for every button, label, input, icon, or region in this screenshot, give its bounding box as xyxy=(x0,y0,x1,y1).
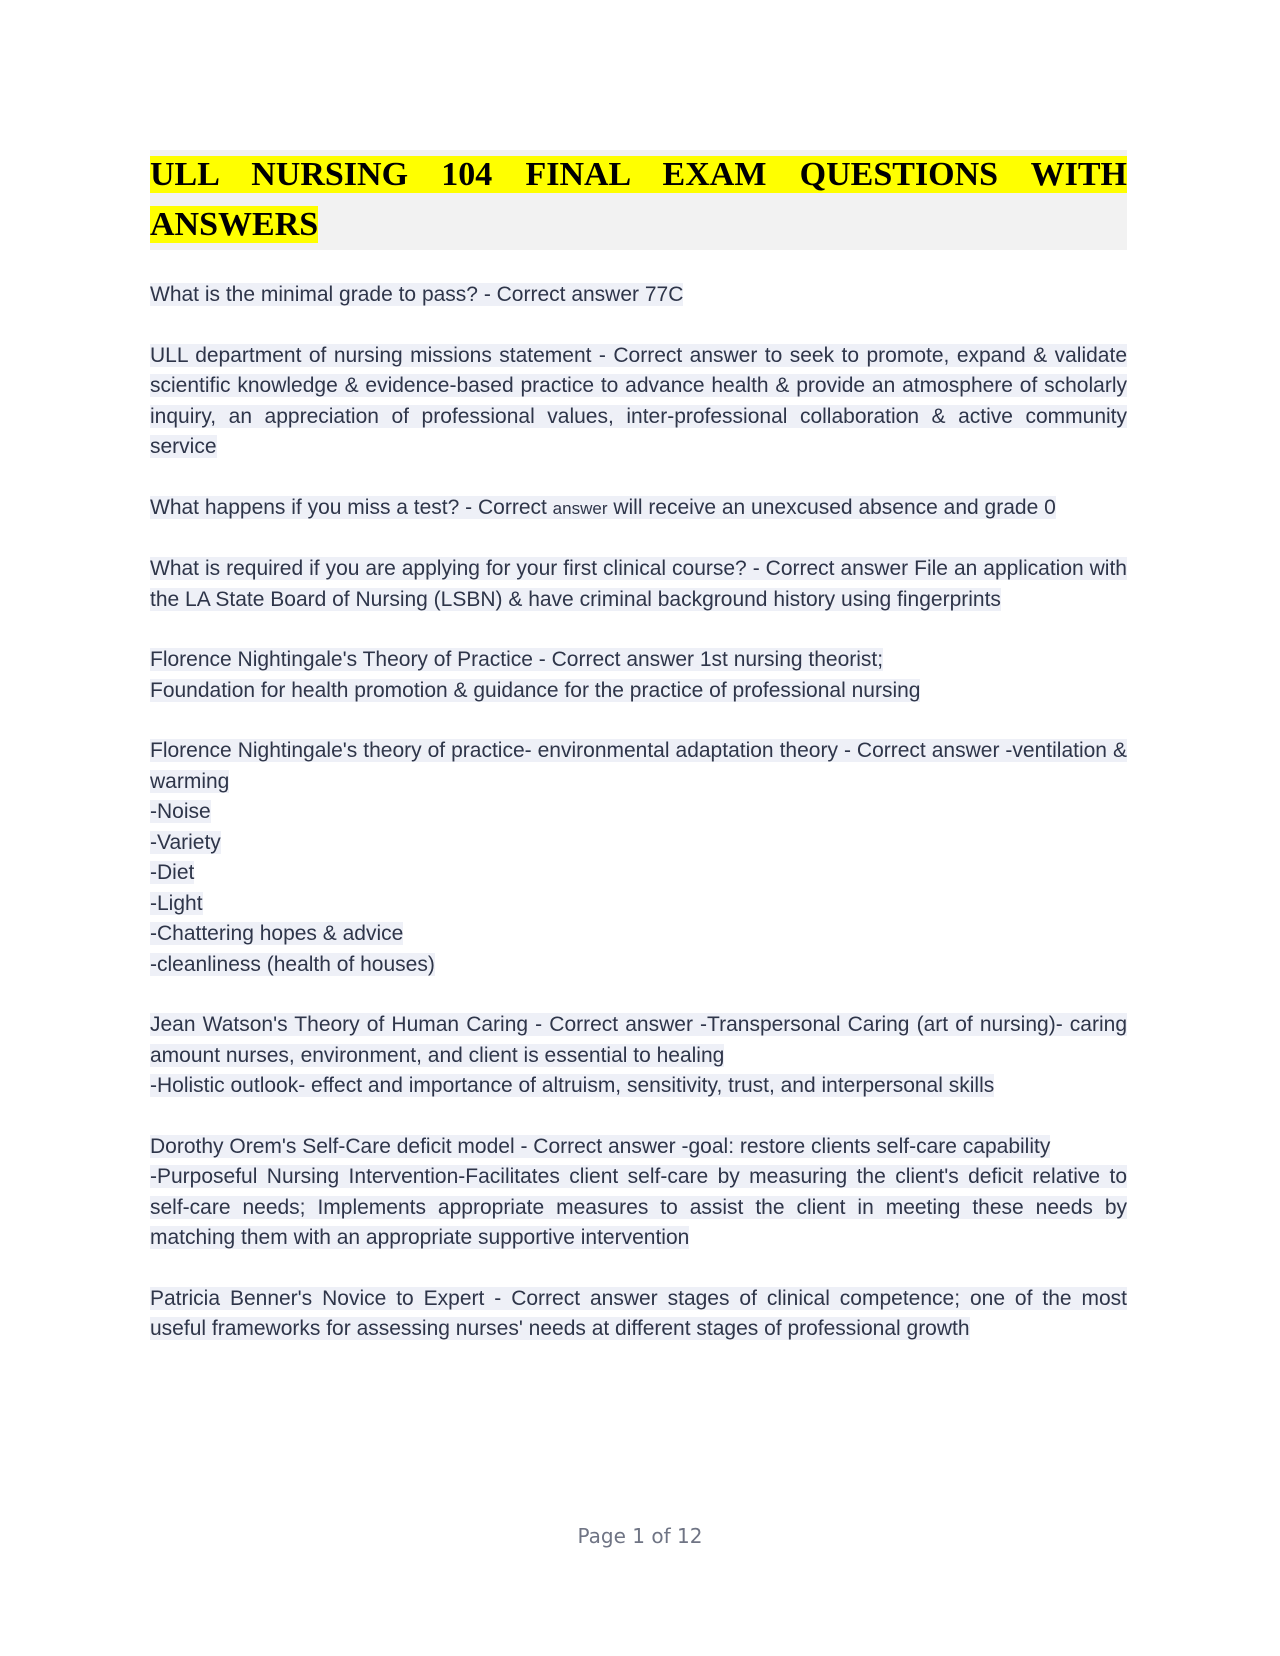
qa-line xyxy=(150,1010,1127,1071)
qa-text: Patricia Benner's Novice to Expert - Correct answer stages of clinical competence; one of the most useful frameworks for assessing nurses' needs at different stages of professional growth xyxy=(150,1286,1127,1340)
document-title xyxy=(150,150,1127,250)
qa-line xyxy=(150,1132,1127,1163)
qa-line xyxy=(150,280,1127,311)
qa-text: What is the minimal grade to pass? - Correct answer 77C xyxy=(150,283,684,306)
qa-list-item xyxy=(150,797,1127,828)
qa-entry-3 xyxy=(150,493,1127,525)
qa-text: -Holistic outlook- effect and importance of altruism, sensitivity, trust, and interpersonal skills xyxy=(150,1074,995,1097)
qa-entry-7 xyxy=(150,1010,1127,1102)
document-title-text: ULL NURSING 104 FINAL EXAM QUESTIONS WITH ANSWERS xyxy=(150,156,1127,243)
qa-line xyxy=(150,1071,1127,1102)
qa-text: What is required if you are applying for your first clinical course? - Correct answer File an application with the LA State Board of Nursing (LSBN) & have criminal background history using fingerprints xyxy=(150,557,1127,611)
qa-line xyxy=(150,1284,1127,1345)
qa-text: -Chattering hopes & advice xyxy=(150,922,404,945)
qa-list-item xyxy=(150,950,1127,981)
qa-line xyxy=(150,493,1127,525)
qa-text: -Light xyxy=(150,891,203,915)
qa-line xyxy=(150,1162,1127,1254)
qa-text: Florence Nightingale's Theory of Practice - Correct answer 1st nursing theorist; xyxy=(150,648,884,671)
qa-line xyxy=(150,736,1127,797)
qa-text: ULL department of nursing missions statement - Correct answer to seek to promote, expand & validate scientific knowledge & evidence-based practice to advance health & provide an atmosphere of scholarly inquiry, an appreciation of professional values, inter-professional collaboration & active community service xyxy=(150,343,1127,458)
page-number-footer: Page 1 of 12 xyxy=(577,1524,703,1548)
qa-list-item xyxy=(150,919,1127,950)
qa-entry-4 xyxy=(150,554,1127,615)
qa-text: -Noise xyxy=(150,800,211,823)
qa-text-small: answer xyxy=(552,498,608,518)
qa-text-prefix: What happens if you miss a test? - Correct xyxy=(150,495,553,519)
qa-list-item xyxy=(150,858,1127,889)
qa-line xyxy=(150,341,1127,463)
qa-entry-5 xyxy=(150,645,1127,706)
qa-text: -cleanliness (health of houses) xyxy=(150,952,435,976)
qa-text: -Diet xyxy=(150,861,195,884)
qa-text xyxy=(150,496,1056,519)
qa-text-suffix: will receive an unexcused absence and grade 0 xyxy=(607,495,1056,519)
title-block xyxy=(150,150,1127,250)
qa-line xyxy=(150,645,1127,676)
qa-entry-6 xyxy=(150,736,1127,980)
qa-text: Florence Nightingale's theory of practice- environmental adaptation theory - Correct answer -ventilation & warming xyxy=(150,739,1127,793)
qa-line xyxy=(150,554,1127,615)
qa-entry-9 xyxy=(150,1284,1127,1345)
qa-list-item xyxy=(150,889,1127,920)
qa-text: Dorothy Orem's Self-Care deficit model - Correct answer -goal: restore clients self-care capability xyxy=(150,1134,1051,1158)
qa-text: Foundation for health promotion & guidance for the practice of professional nursing xyxy=(150,678,921,702)
qa-entry-1 xyxy=(150,280,1127,311)
qa-list-item xyxy=(150,828,1127,859)
qa-text: -Variety xyxy=(150,830,221,854)
qa-text: Jean Watson's Theory of Human Caring - Correct answer -Transpersonal Caring (art of nursing)- caring amount nurses, environment, and client is essential to healing xyxy=(150,1013,1127,1067)
qa-line xyxy=(150,676,1127,707)
qa-text: -Purposeful Nursing Intervention-Facilitates client self-care by measuring the client's deficit relative to self-care needs; Implements appropriate measures to assist the client in meeting these needs by matching them with an appropriate supportive intervention xyxy=(150,1165,1127,1249)
document-page xyxy=(150,150,1127,1375)
qa-entry-2 xyxy=(150,341,1127,463)
qa-entry-8 xyxy=(150,1132,1127,1254)
